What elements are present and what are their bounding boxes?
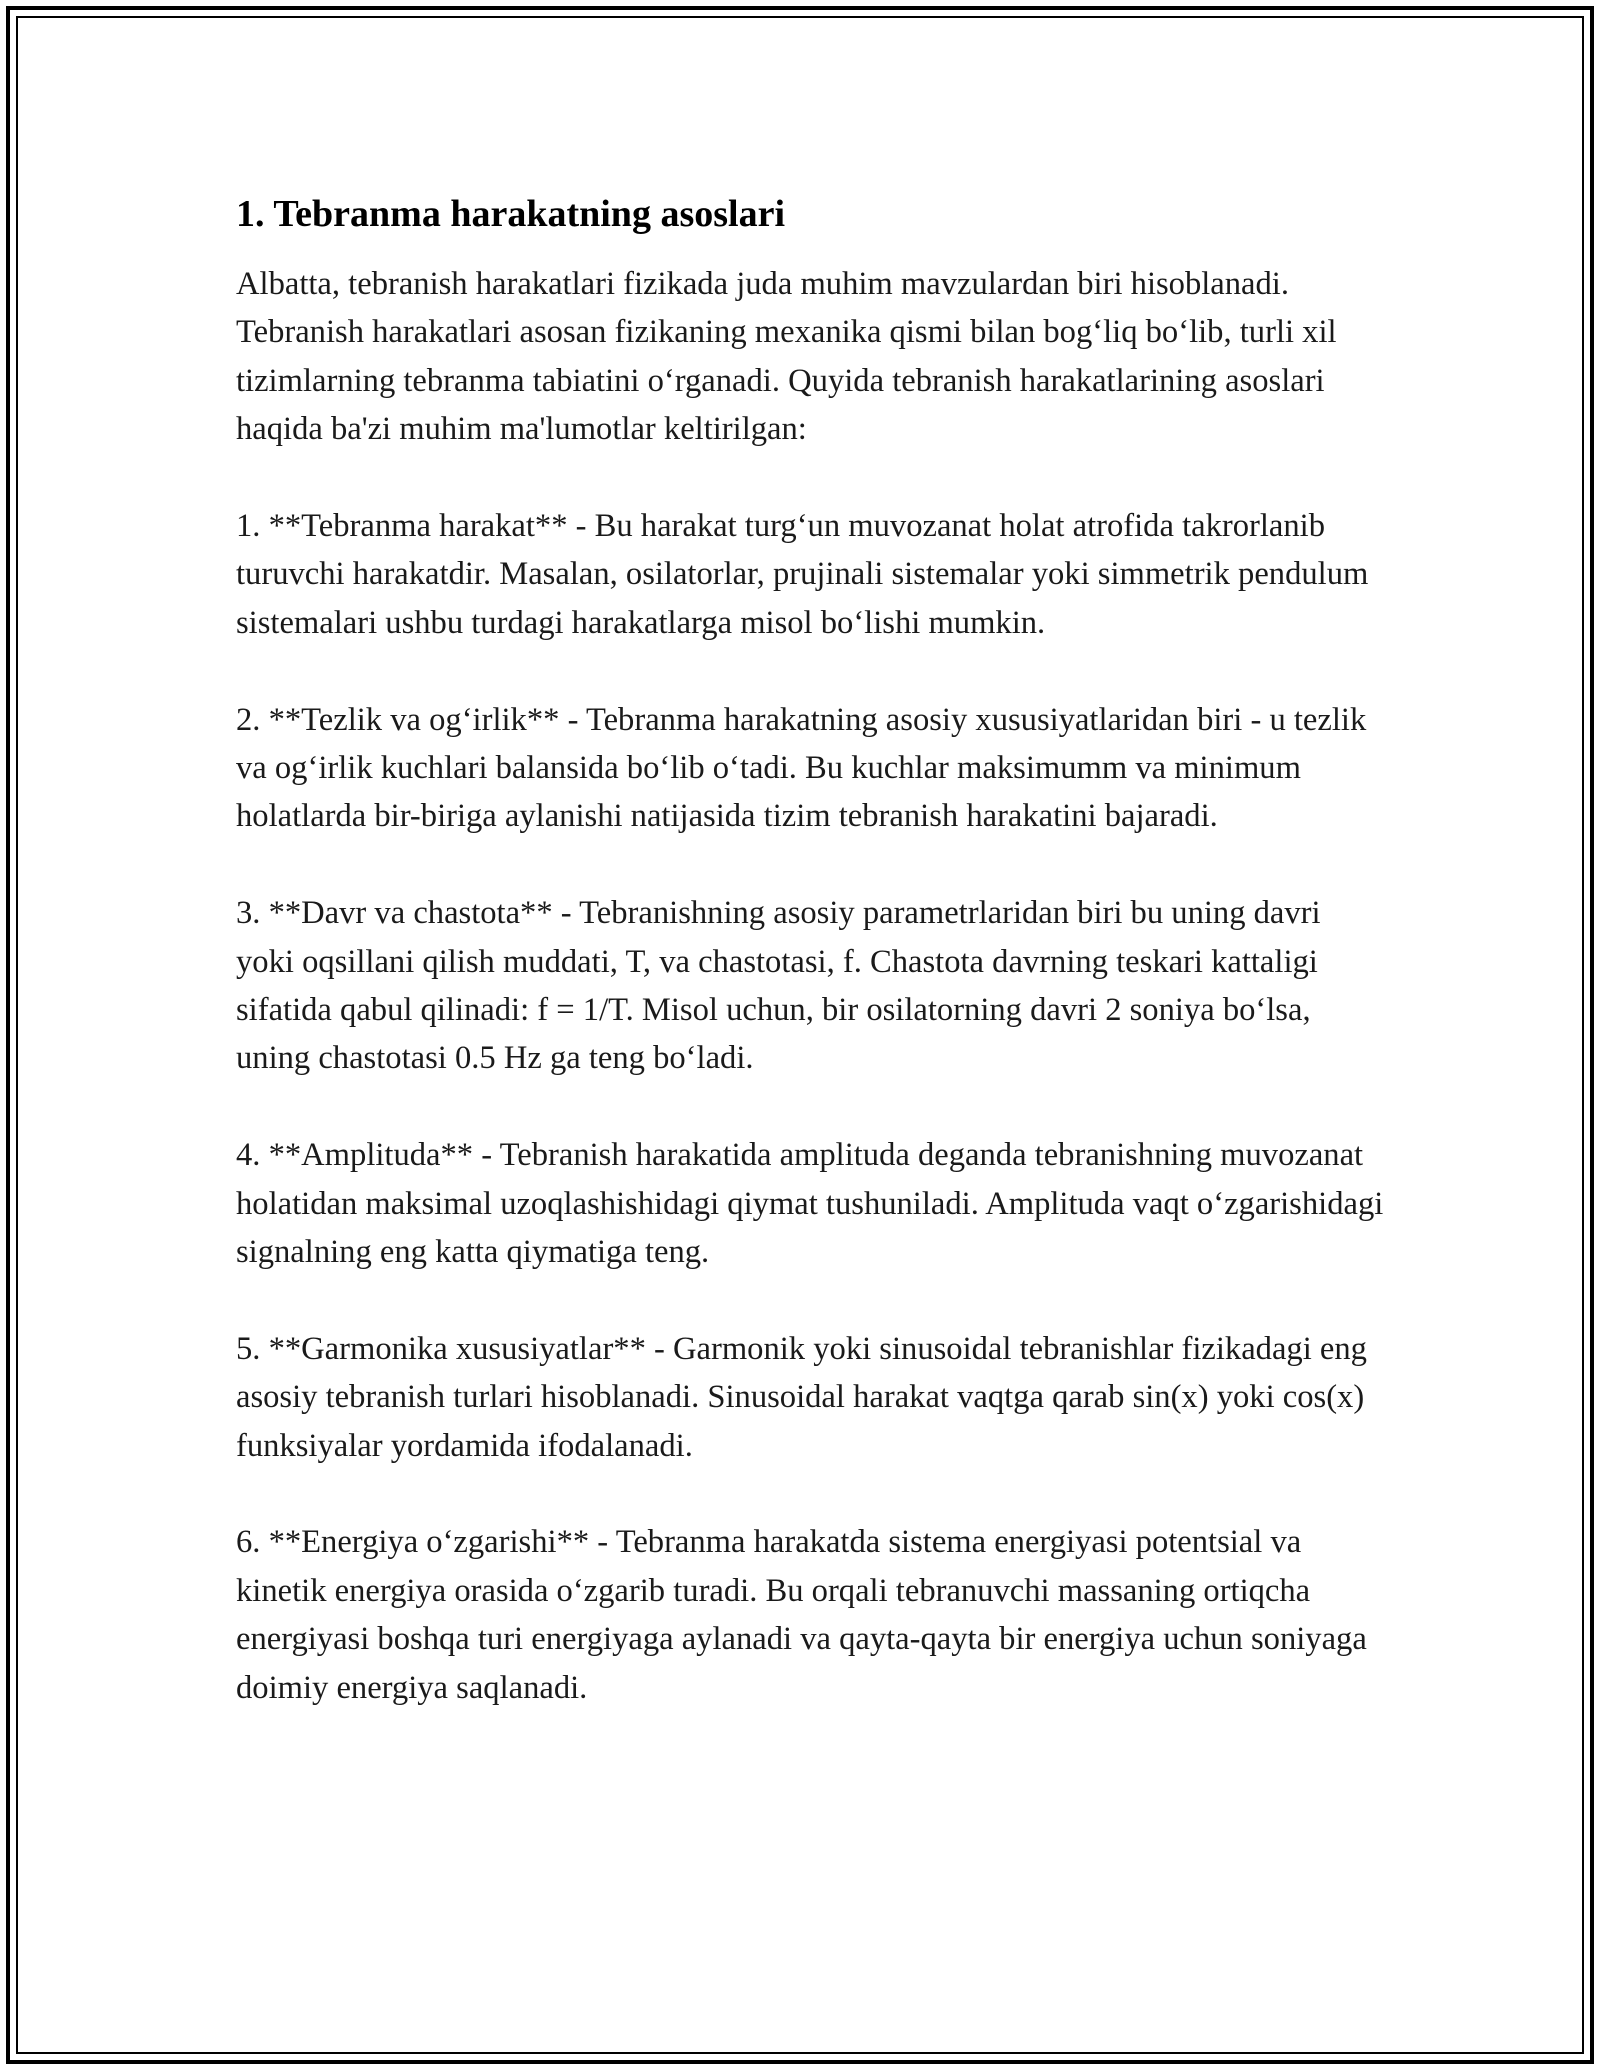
- document-body: [236, 188, 1386, 1760]
- item-amplituda: 4. **Amplituda** - Tebranish harakatida amplituda deganda tebranishning muvozanat holatidan maksimal uzoqlashishidagi qiymat tushuniladi. Amplituda vaqt o‘zgarishidagi signalning eng katta qiymatiga teng.: [236, 1137, 1384, 1271]
- item-energiya-ozgarishi: 6. **Energiya o‘zgarishi** - Tebranma harakatda sistema energiyasi potentsial va kinetik energiya orasida o‘zgarib turadi. Bu orqali tebranuvchi massaning ortiqcha energiyasi boshqa turi energiyaga aylanadi va qayta-qayta bir energiya uchun soniyaga doimiy energiya saqlanadi.: [236, 1524, 1367, 1706]
- section-heading: 1. Tebranma harakatning asoslari: [236, 193, 785, 235]
- intro-paragraph: Albatta, tebranish harakatlari fizikada juda muhim mavzulardan biri hisoblanadi. Tebranish harakatlari asosan fizikaning mexanika qismi bilan bog‘liq bo‘lib, turli xil tizimlarning tebranma tabiatini o‘rganadi. Quyida tebranish harakatlarining asoslari haqida ba'zi muhim ma'lumotlar keltirilgan:: [236, 266, 1337, 448]
- item-davr-va-chastota: 3. **Davr va chastota** - Tebranishning asosiy parametrlaridan biri bu uning davri yoki oqsillani qilish muddati, T, va chastotasi, f. Chastota davrning teskari kattaligi sifatida qabul qilinadi: f = 1/T. Misol uchun, bir osilatorning davri 2 soniya bo‘lsa, uning chastotasi 0.5 Hz ga teng bo‘ladi.: [236, 895, 1321, 1077]
- item-tebranma-harakat: 1. **Tebranma harakat** - Bu harakat turg‘un muvozanat holat atrofida takrorlanib turuvchi harakatdir. Masalan, osilatorlar, prujinali sistemalar yoki simmetrik pendulum sistemalari ushbu turdagi harakatlarga misol bo‘lishi mumkin.: [236, 508, 1369, 641]
- item-garmonika-xususiyatlar: 5. **Garmonika xususiyatlar** - Garmonik yoki sinusoidal tebranishlar fizikadagi eng asosiy tebranish turlari hisoblanadi. Sinusoidal harakat vaqtga qarab sin(x) yoki cos(x) funksiyalar yordamida ifodalanadi.: [236, 1330, 1367, 1464]
- item-tezlik-va-ogirlik: 2. **Tezlik va og‘irlik** - Tebranma harakatning asosiy xususiyatlaridan biri - u tezlik va og‘irlik kuchlari balansida bo‘lib o‘tadi. Bu kuchlar maksimumm va minimum holatlarda bir-biriga aylanishi natijasida tizim tebranish harakatini bajaradi.: [236, 701, 1367, 835]
